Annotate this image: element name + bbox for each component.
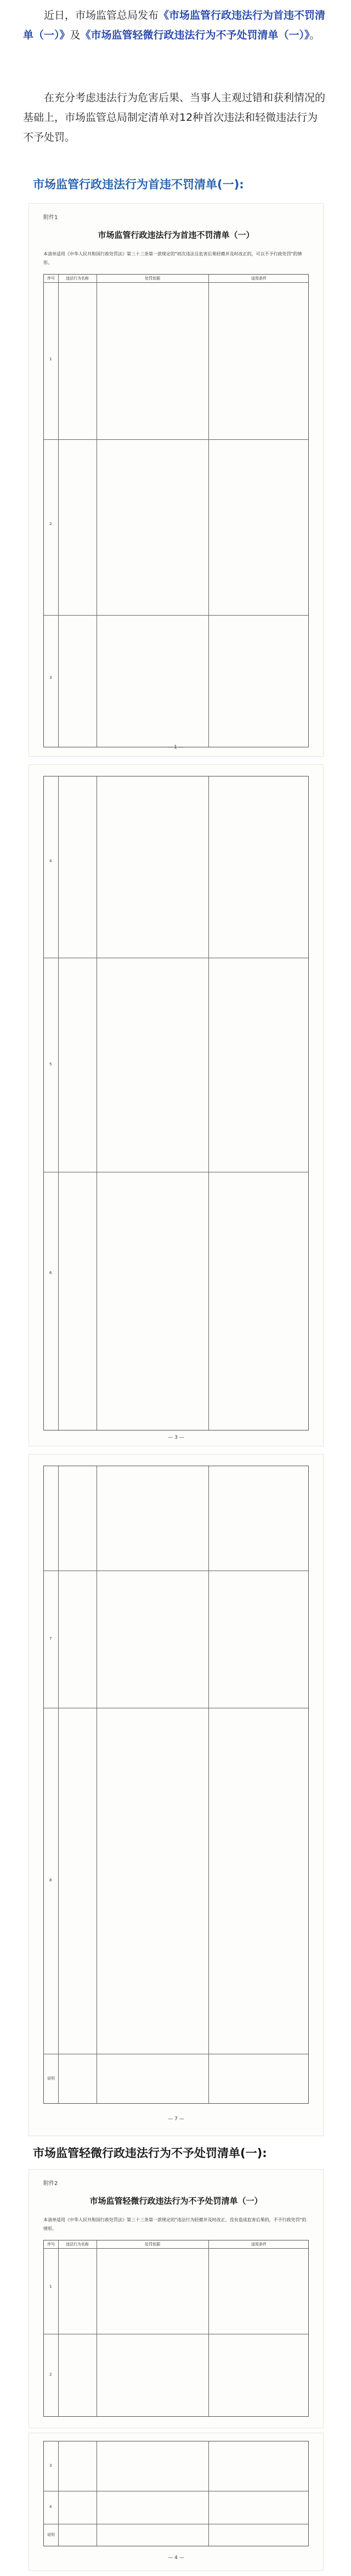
- intro-lead: 近日，市场监管总局发布: [44, 9, 159, 21]
- page-number: — 1 —: [167, 745, 184, 750]
- row-number: 1: [49, 357, 52, 361]
- note-label: 说明: [47, 2076, 55, 2081]
- section2-page-b: [29, 2433, 324, 2571]
- section2-table-a: [43, 2240, 309, 2417]
- intro-list-title-2: 《市场监管轻微行政违法行为不予处罚清单（一）》: [80, 29, 310, 41]
- section2-table-b: [43, 2441, 309, 2546]
- table-header-index: 序号: [47, 2242, 55, 2247]
- intro-end: 。: [309, 29, 320, 41]
- row-number: 4: [49, 2505, 52, 2509]
- section1-page-c: [29, 1454, 324, 2136]
- section1-table-c: [43, 1466, 309, 2104]
- section1-doc-title: 市场监管行政违法行为首违不罚清单（一）: [98, 230, 254, 240]
- section1-page-b: [29, 764, 324, 1446]
- table-header-basis: 处罚依据: [145, 276, 160, 281]
- row-number: 2: [49, 522, 52, 526]
- row-number: 5: [49, 1062, 52, 1066]
- table-header-basis: 处罚依据: [145, 2242, 160, 2247]
- row-number: 3: [49, 675, 52, 680]
- row-number: 4: [49, 859, 52, 863]
- note-label: 说明: [47, 2533, 55, 2537]
- row-number: 7: [49, 1636, 52, 1641]
- section2-page-a: [29, 2169, 324, 2428]
- row-number: 3: [49, 2463, 52, 2468]
- page-number: — 7 —: [168, 2116, 184, 2122]
- row-number: 6: [49, 1271, 52, 1275]
- table-header-name: 违法行为名称: [66, 276, 89, 281]
- table-header-name: 违法行为名称: [66, 2242, 89, 2247]
- section1-table-b: [43, 776, 309, 1431]
- section1-attachment-label: 附件1: [43, 215, 58, 221]
- intro-list-title-1: 《市场监管行政违法行为首违不罚清单（一）》: [23, 9, 326, 41]
- row-number: 1: [49, 2284, 52, 2289]
- row-number: 2: [49, 2372, 52, 2377]
- page-number: — 3 —: [168, 1435, 184, 1440]
- table-header-conditions: 适用条件: [251, 2242, 267, 2247]
- section2-doc-title: 市场监管轻微行政违法行为不予处罚清单（一）: [89, 2196, 263, 2206]
- section2-title: 市场监管轻微行政违法行为不予处罚清单(一):: [33, 2147, 267, 2160]
- table-header-index: 序号: [47, 276, 55, 281]
- intro-paragraph-1: [23, 5, 328, 45]
- section1-table-a: [43, 274, 309, 747]
- section2-doc-intro: 本清单适用《中华人民共和国行政处罚法》第三十三条第一款规定的"违法行为轻微并及时改正，没有造成危害后果的，不予行政处罚"的情形。: [43, 2217, 307, 2231]
- section1-title: 市场监管行政违法行为首违不罚清单(一):: [33, 178, 244, 191]
- section2-attachment-label: 附件2: [43, 2181, 58, 2187]
- intro-paragraph-2: [23, 88, 328, 147]
- page-number: — 4 —: [168, 2555, 184, 2561]
- section1-doc-intro: 本清单适用《中华人民共和国行政处罚法》第三十三条第一款规定的"初次违法且危害后果轻微并及时改正的，可以不予行政处罚"的情形。: [43, 252, 302, 265]
- table-header-conditions: 适用条件: [251, 276, 267, 281]
- intro-mid: 及: [70, 29, 81, 41]
- section1-page-a: [29, 203, 324, 757]
- intro-p2-text: 在充分考虑违法行为危害后果、当事人主观过错和获利情况的基础上，市场监管总局制定清单对12种首次违法和轻微违法行为不予处罚。: [23, 92, 326, 143]
- row-number: 8: [49, 1878, 52, 1882]
